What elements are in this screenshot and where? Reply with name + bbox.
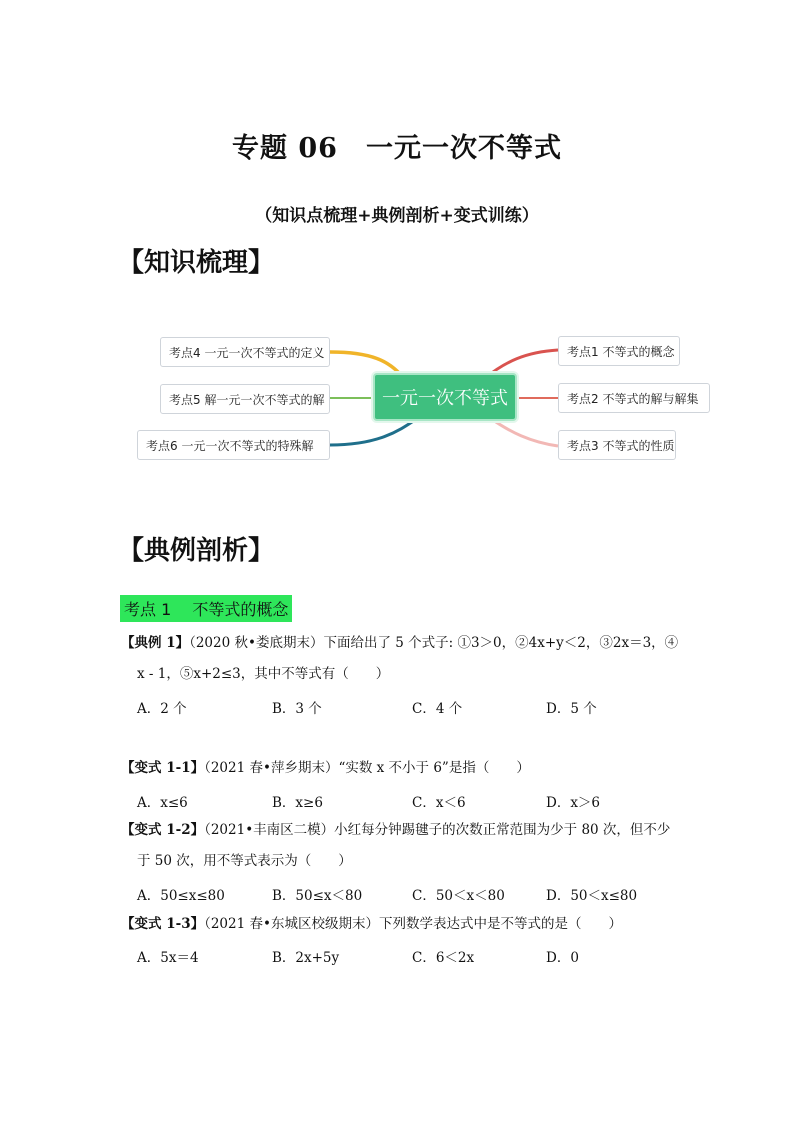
mind-map	[0, 300, 794, 500]
variant-1-2-option-b: B．50≤x＜80	[272, 888, 363, 904]
variant-1-2-option-c: C．50＜x＜80	[412, 888, 505, 904]
mindmap-node-3: 考点3 不等式的性质	[558, 430, 676, 460]
mindmap-node-1: 考点1 不等式的概念	[558, 336, 680, 366]
section-knowledge: 【知识梳理】	[118, 248, 275, 278]
example-1	[121, 634, 678, 652]
variant-1-2-line2: 于 50 次，用不等式表示为（ ）	[137, 853, 352, 869]
variant-1-3-option-d: D．0	[546, 950, 579, 966]
branch-line-3	[490, 418, 558, 446]
example-1-option-b: B．3 个	[272, 701, 322, 717]
variant-1-1	[121, 759, 530, 777]
document-title: 专题 06 一元一次不等式	[232, 133, 562, 164]
variant-1-2	[121, 821, 670, 839]
variant-1-1-text: （2021 春•萍乡期末）“实数 x 不小于 6”是指（ ）	[204, 760, 530, 776]
mindmap-center: 一元一次不等式	[373, 373, 517, 421]
document-subtitle: （知识点梳理+典例剖析+变式训练）	[255, 206, 539, 226]
example-1-line2: x - 1，⑤x+2≤3，其中不等式有（ ）	[137, 666, 390, 682]
variant-1-3-option-b: B．2x+5y	[272, 950, 340, 966]
variant-1-3-option-c: C．6＜2x	[412, 950, 475, 966]
variant-1-1-option-c: C．x＜6	[412, 795, 466, 811]
branch-line-6	[330, 418, 418, 445]
variant-1-2-label: 【变式 1-2】	[121, 822, 205, 838]
mindmap-node-5: 考点5 解一元一次不等式的解	[160, 384, 330, 414]
variant-1-3-option-a: A．5x＝4	[137, 950, 199, 966]
variant-1-2-option-d: D．50＜x≤80	[546, 888, 638, 904]
example-1-text: （2020 秋•娄底期末）下面给出了 5 个式子: ①3＞0，②4x+y＜2，③2x＝3，④	[189, 635, 679, 651]
variant-1-1-option-b: B．x≥6	[272, 795, 323, 811]
section-examples: 【典例剖析】	[118, 536, 275, 566]
mindmap-node-6: 考点6 一元一次不等式的特殊解	[137, 430, 330, 460]
variant-1-1-option-d: D．x＞6	[546, 795, 601, 811]
variant-1-2-option-a: A．50≤x≤80	[137, 888, 225, 904]
variant-1-3-text: （2021 春•东城区校级期末）下列数学表达式中是不等式的是（ ）	[204, 916, 622, 932]
example-1-option-d: D．5 个	[546, 701, 597, 717]
variant-1-1-label: 【变式 1-1】	[121, 760, 205, 776]
kaodian-1-tag: 考点 1 不等式的概念	[120, 595, 292, 622]
example-1-option-c: C．4 个	[412, 701, 463, 717]
example-1-option-a: A．2 个	[137, 701, 187, 717]
example-1-label: 【典例 1】	[121, 635, 190, 651]
mindmap-node-4: 考点4 一元一次不等式的定义	[160, 337, 330, 367]
mindmap-node-2: 考点2 不等式的解与解集	[558, 383, 710, 413]
variant-1-1-option-a: A．x≤6	[137, 795, 188, 811]
variant-1-2-text: （2021•丰南区二模）小红每分钟踢毽子的次数正常范围为少于 80 次，但不少	[204, 822, 671, 838]
variant-1-3-label: 【变式 1-3】	[121, 916, 205, 932]
variant-1-3	[121, 915, 622, 933]
